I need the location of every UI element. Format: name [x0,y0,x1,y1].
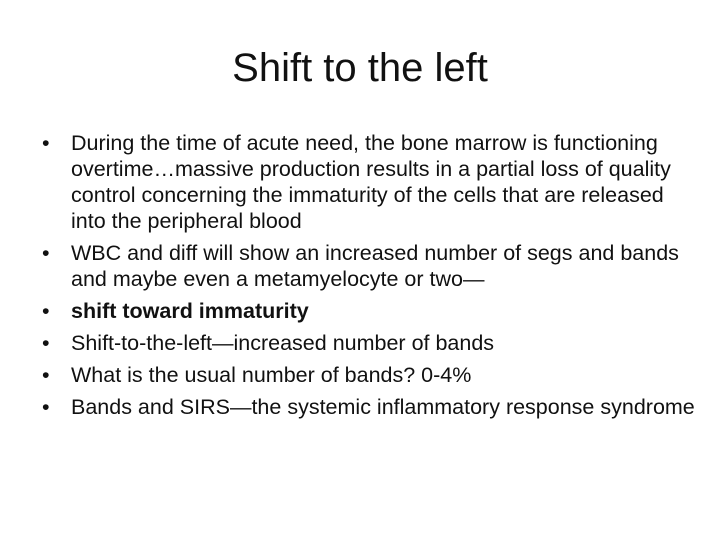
bullet-item [38,362,698,388]
bullet-text: What is the usual number of bands? 0-4% [71,363,472,387]
bullet-dot-icon: • [42,131,50,155]
bullet-dot-icon: • [42,299,50,323]
bullet-dot-icon: • [42,331,50,355]
bullet-text: Bands and SIRS—the systemic inflammatory response syndrome [71,395,695,419]
bullet-dot-icon: • [42,241,50,265]
bullet-text: Shift-to-the-left—increased number of bands [71,331,495,355]
bullet-list [38,130,698,426]
bullet-item [38,240,698,292]
bullet-text: WBC and diff will show an increased number of segs and bands and maybe even a metamyelocyte or two— [71,241,679,291]
bullet-text: During the time of acute need, the bone marrow is functioning overtime…massive production results in a partial loss of quality control concerning the immaturity of the cells that are released into the peripheral blood [71,131,671,233]
bullet-item [38,394,698,420]
bullet-item [38,130,698,234]
bullet-dot-icon: • [42,395,50,419]
slide-title: Shift to the left [232,46,488,90]
bullet-dot-icon: • [42,363,50,387]
bullet-text: shift toward immaturity [71,299,309,323]
bullet-item [38,298,698,324]
bullet-item [38,330,698,356]
